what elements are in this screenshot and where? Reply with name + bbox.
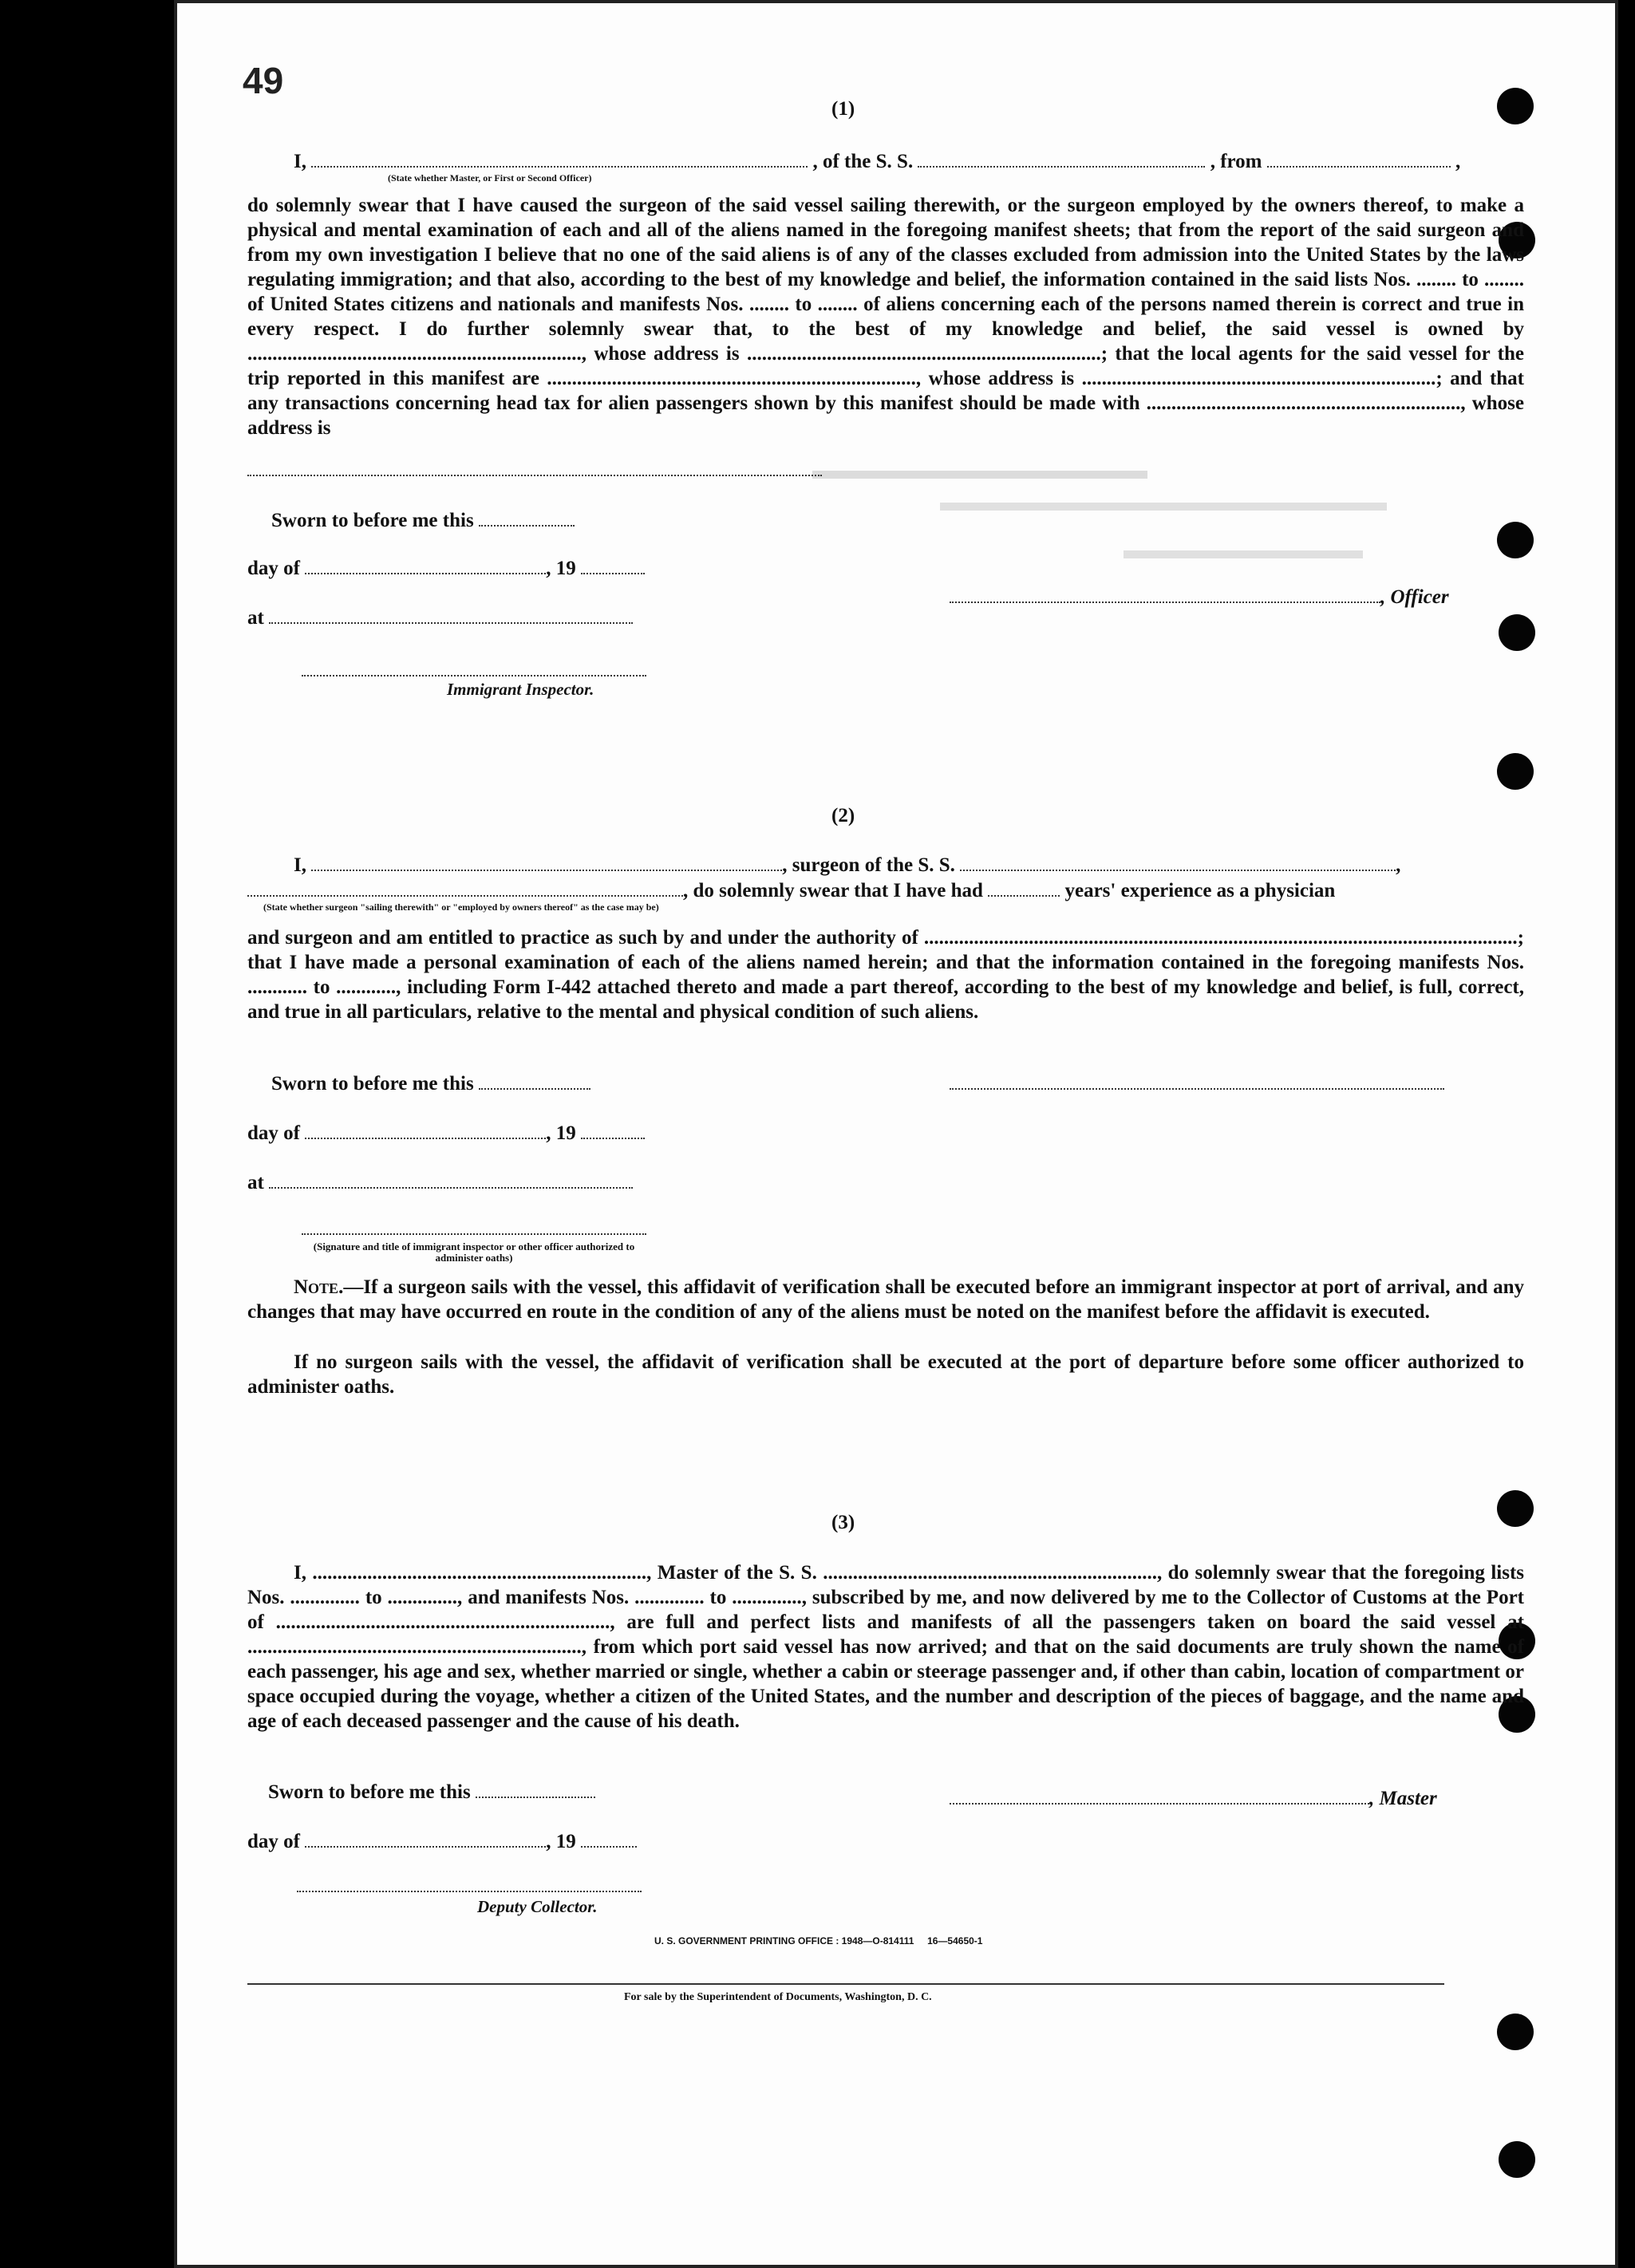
section2-year-field[interactable] <box>581 1137 645 1139</box>
binder-hole <box>1497 1490 1534 1527</box>
section3-day-of: day of , 19 <box>247 1830 637 1854</box>
footer-rule <box>247 1983 1444 1985</box>
section1-i-label: I, <box>294 151 306 172</box>
form-page <box>174 0 1618 2268</box>
years-experience-field[interactable] <box>988 894 1060 897</box>
vessel-name-field[interactable] <box>918 165 1205 168</box>
deputy-collector-label: Deputy Collector. <box>477 1897 598 1916</box>
binder-hole <box>1499 614 1535 651</box>
section2-note: Note.—If a surgeon sails with the vessel, this affidavit of verification shall be executed before an immigrant inspector at port of arrival, and any changes that may have occurred en route in the condition of any of the aliens must be noted on the manifest before the affidavit is executed. <box>247 1276 1524 1323</box>
section2-paragraph: and surgeon and am entitled to practice as such by and under the authority of .......................................................................................................................; that I have made a personal examination of each of the aliens named herein; and that the information contained in the foregoing manifests Nos. ............ to ............, including Form I-442 attached thereto and made a part thereof, according to the best of my knowledge and belief, is full, correct, and true in all particulars, relative to the mental and physical condition of such aliens. <box>247 927 1524 1023</box>
master-signature-field[interactable] <box>950 1802 1369 1805</box>
section1-day-of: day of , 19 <box>247 557 645 581</box>
section3-master-signature: , Master <box>950 1787 1437 1811</box>
section2-day-of: day of , 19 <box>247 1122 645 1146</box>
immigrant-inspector-label: Immigrant Inspector. <box>447 680 594 699</box>
section3-year-field[interactable] <box>581 1845 637 1848</box>
officer-signature-field[interactable] <box>950 601 1380 603</box>
binder-hole <box>1497 522 1534 558</box>
section3-sworn-field[interactable] <box>476 1796 595 1798</box>
bleed-through-mark <box>1124 550 1363 570</box>
section2-sworn: Sworn to before me this <box>271 1072 590 1096</box>
departure-port-field[interactable] <box>1267 165 1451 168</box>
bleed-through-mark <box>940 503 1387 522</box>
binder-hole <box>1497 2014 1534 2050</box>
section2-signature-note: (Signature and title of immigrant inspector or other officer authorized to administer oaths) <box>313 1240 635 1264</box>
section1-line1: I, , of the S. S. , from , <box>294 151 1461 172</box>
section3-sworn: Sworn to before me this <box>268 1781 595 1805</box>
section2-line2: , do solemnly swear that I have had years' experience as a physician <box>247 879 1335 903</box>
section2-at: at <box>247 1171 633 1195</box>
section2-inspector-line[interactable] <box>302 1233 646 1235</box>
sworn-date-field[interactable] <box>479 524 575 527</box>
section2-surgeon-note: (State whether surgeon "sailing therewith" or "employed by owners thereof" as the case may be) <box>263 901 659 913</box>
corner-number: 49 <box>243 60 284 101</box>
section1-address-line[interactable] <box>247 474 822 476</box>
section1-officer-note: (State whether Master, or First or Second Officer) <box>388 172 592 183</box>
binder-hole <box>1497 88 1534 124</box>
binder-hole <box>1499 2141 1535 2178</box>
day-of-field[interactable] <box>305 572 546 574</box>
section2-sworn-field[interactable] <box>479 1087 590 1090</box>
section1-officer-signature: , Officer <box>950 586 1449 609</box>
officer-name-field[interactable] <box>311 165 808 168</box>
section1-sworn: Sworn to before me this <box>271 509 575 533</box>
section1-at: at <box>247 606 633 630</box>
section2-note2: If no surgeon sails with the vessel, the affidavit of verification shall be executed at the port of departure before some officer authorized to administer oaths. <box>247 1351 1524 1398</box>
section1-heading: (1) <box>831 98 855 120</box>
section3-heading: (3) <box>831 1512 855 1533</box>
surgeon-name-field[interactable] <box>311 869 782 871</box>
section1-from-label: , from <box>1210 151 1262 172</box>
at-field[interactable] <box>269 621 633 624</box>
section1-of-ss-label: , of the S. S. <box>812 151 914 172</box>
printer-line: U. S. GOVERNMENT PRINTING OFFICE : 1948—O-814111 16—54650-1 <box>654 1935 983 1947</box>
section2-at-field[interactable] <box>269 1186 633 1189</box>
bleed-through-mark <box>812 471 1147 493</box>
section3-day-field[interactable] <box>305 1845 546 1848</box>
year-field[interactable] <box>581 572 645 574</box>
surgeon-status-field[interactable] <box>247 894 683 897</box>
section2-heading: (2) <box>831 805 855 826</box>
note-label: Note. <box>294 1276 344 1298</box>
inspector-signature-line[interactable] <box>302 675 646 676</box>
binder-hole <box>1497 753 1534 790</box>
section2-signature-line[interactable] <box>950 1088 1444 1090</box>
section1-paragraph: do solemnly swear that I have caused the surgeon of the said vessel sailing therewith, or the surgeon employed by the owners thereof, to make a physical and mental examination of each and all of the aliens named in the foregoing manifest sheets; that from the report of the said surgeon and from my own investigation I believe that no one of the said aliens is of any of the classes excluded from admission into the United States by the laws regulating immigration; and that also, according to the best of my knowledge and belief, the information contained in the said lists Nos. ........ to ........ of United States citizens and nationals and manifests Nos. ........ to ........ of aliens concerning each of the persons named therein is correct and true in every respect. I do further solemnly swear that, to the best of my knowledge and belief, the said vessel is owned by ..................................................................., whose address is .......................................................................; that the local agents for the said vessel for the trip reported in this manifest are .........................................................................., whose address is .......................................................................; and that any transactions concerning head tax for alien passengers shown by this manifest should be made with ..............................................................., whose address is <box>247 195 1524 439</box>
section2-day-field[interactable] <box>305 1137 546 1139</box>
section2-vessel-field[interactable] <box>960 869 1396 871</box>
section2-line1: I, , surgeon of the S. S. , <box>294 854 1401 876</box>
for-sale-line: For sale by the Superintendent of Documents, Washington, D. C. <box>624 1991 932 2003</box>
section3-paragraph: I, ..................................................................., Master of the S. S. ..................................................................., do solemnly swear that the foregoing lists Nos. .............. to .............., and manifests Nos. .............. to .............., subscribed by me, and now delivered by me to the Collector of Customs at the Port of ..................................................................., are full and perfect lists and manifests of all the passengers taken on board the said vessel at ..................................................................., from which port said vessel has now arrived; and that on the said documents are truly shown the name of each passenger, his age and sex, whether married or single, whether a cabin or steerage passenger and, if other than cabin, location of compartment or space occupied during the voyage, whether a citizen of the United States, and the number and description of the pieces of baggage, and the name and age of each deceased passenger and the cause of his death. <box>247 1562 1524 1732</box>
deputy-collector-line[interactable] <box>297 1891 642 1892</box>
